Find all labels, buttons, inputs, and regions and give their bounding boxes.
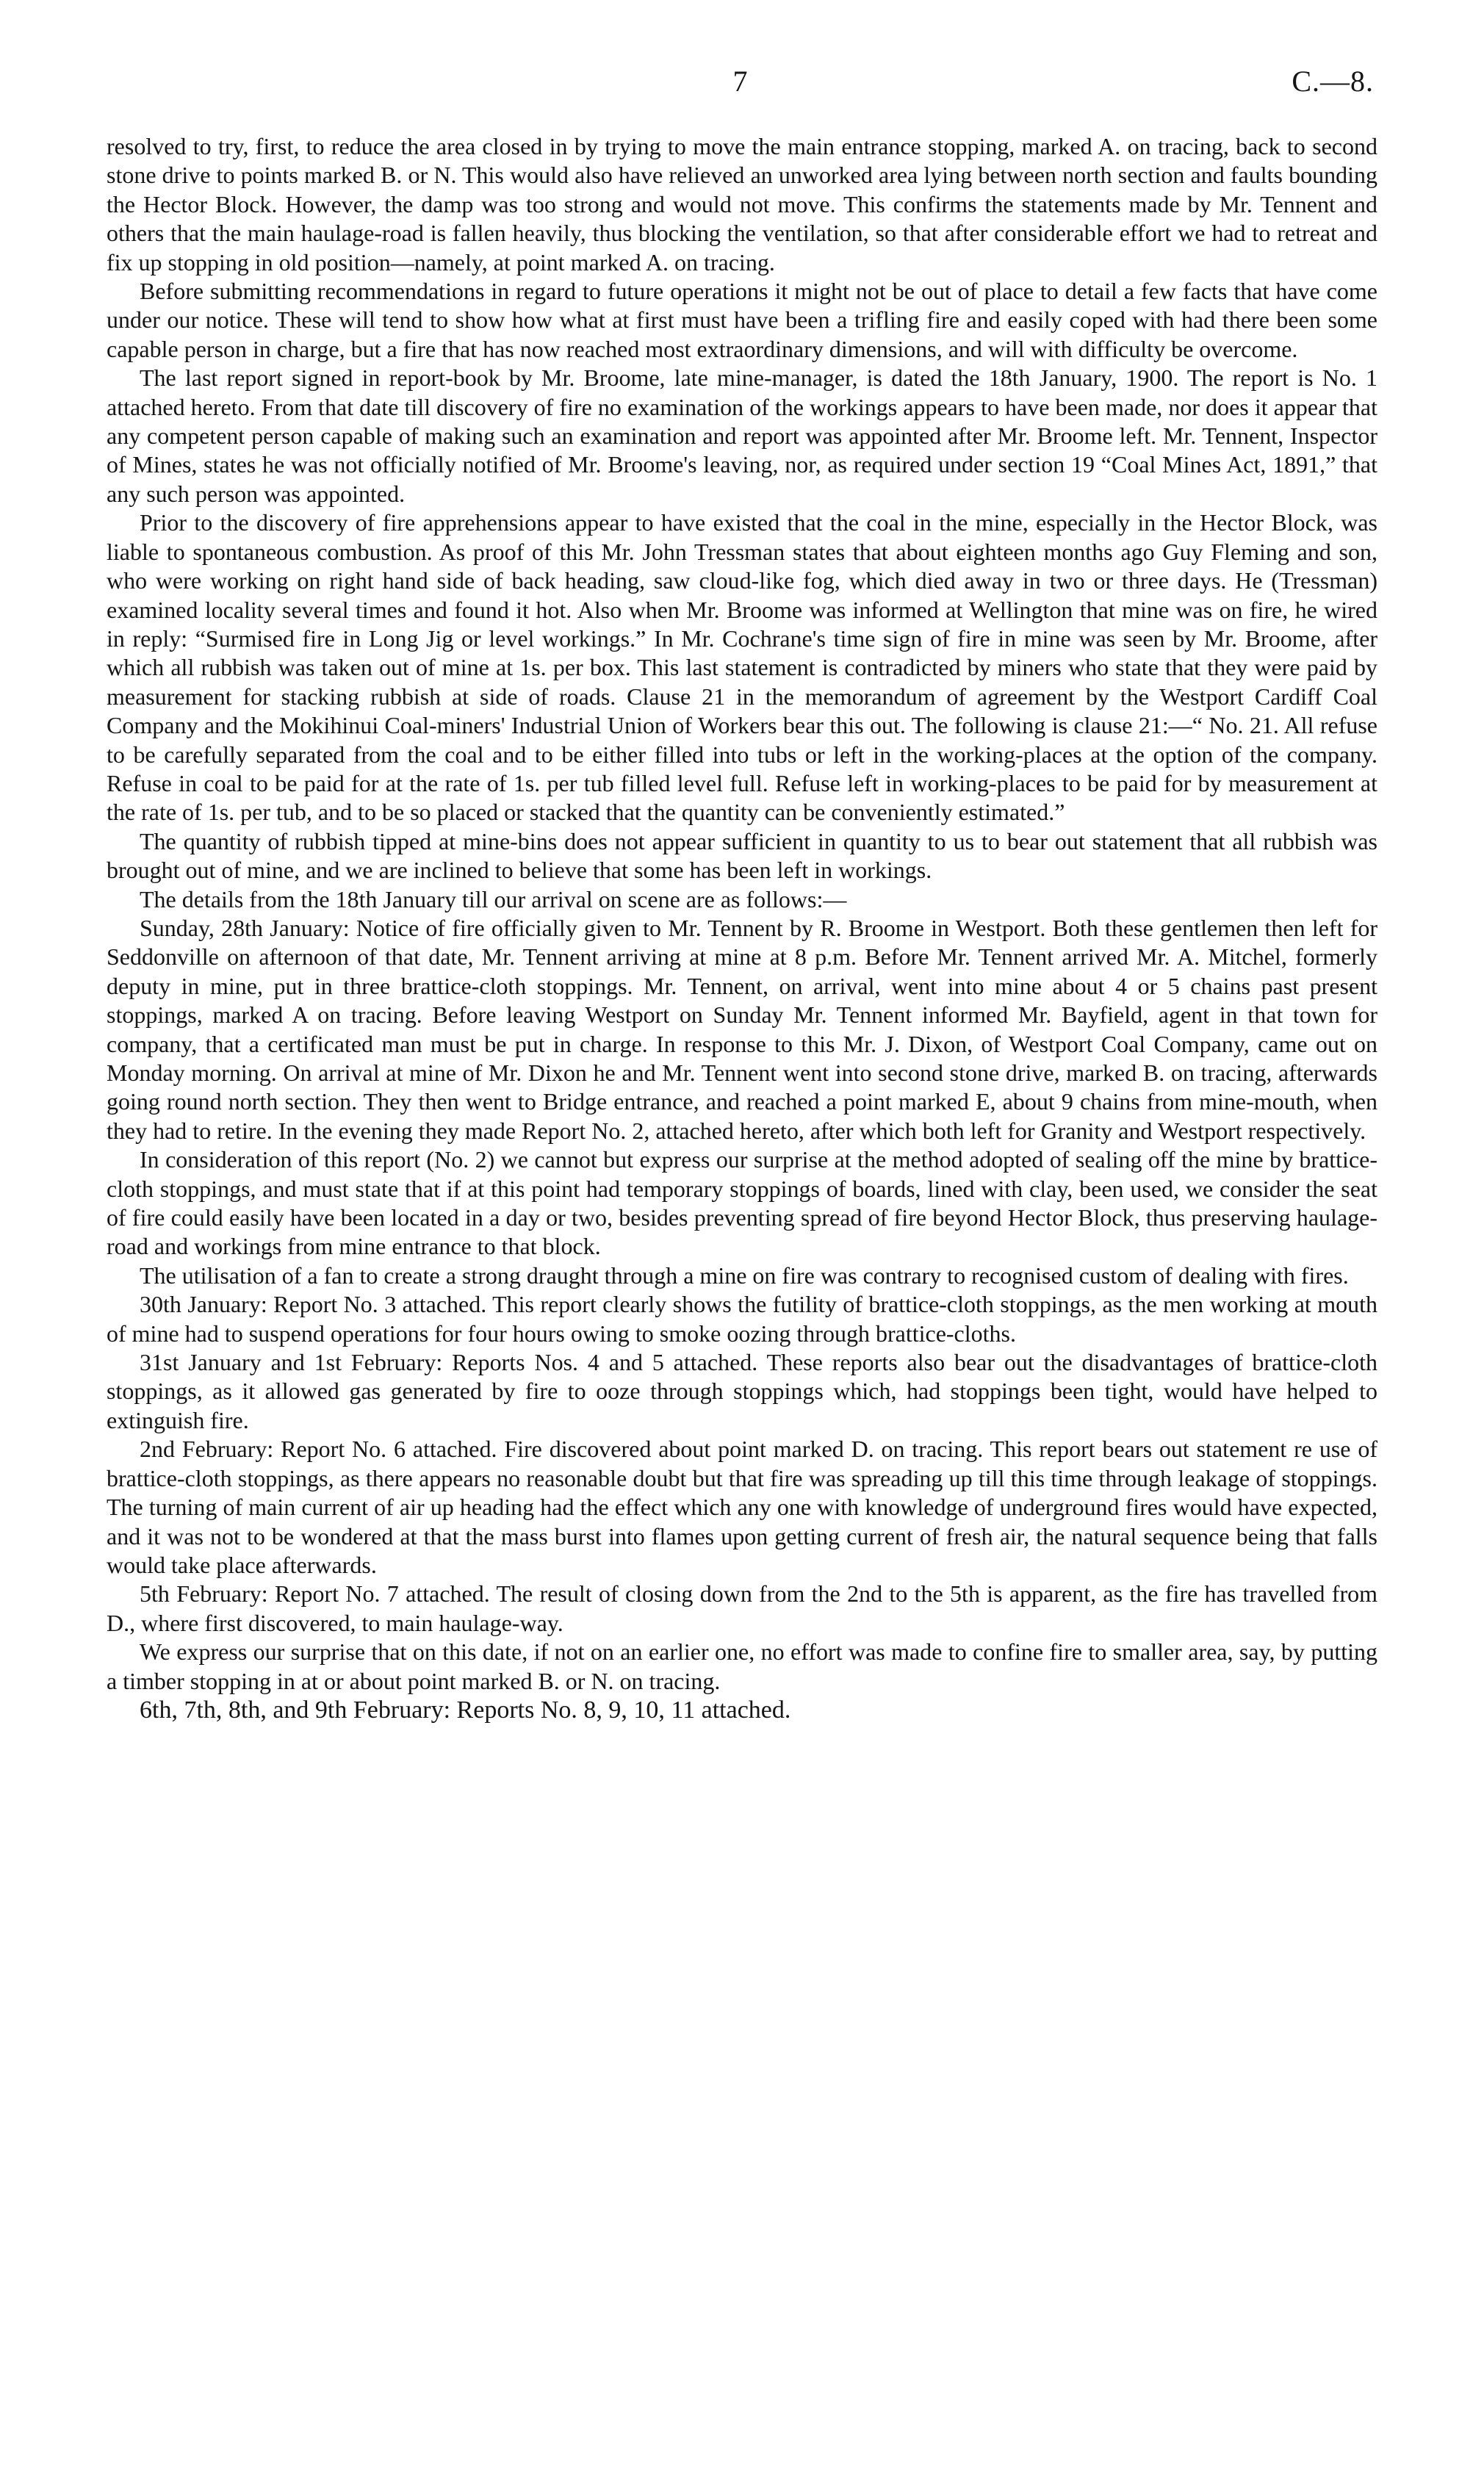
document-code: C.—8. — [1292, 65, 1374, 98]
paragraph: Before submitting recommendations in regard to future operations it might not be out of place to detail a few facts that have come under our notice. These will tend to show how what at first must have been a trifling fire and easily coped with had there been some capable person in charge, but a fire that has now reached most extraordinary dimensions, and will with difficulty be overcome. — [107, 278, 1377, 362]
paragraph: The utilisation of a fan to create a strong draught through a mine on fire was contrary to recognised custom of dealing with fires. — [140, 1261, 1349, 1289]
paragraph: 30th January: Report No. 3 attached. This report clearly shows the futility of brattice-cloth stoppings, as the men working at mouth of mine had to suspend operations for four hours owing to smoke oozing through brattice-cloths. — [107, 1291, 1377, 1347]
paragraph-continued: resolved to try, first, to reduce the area closed in by trying to move the main entrance stopping, marked A. on tracing, back to second stone drive to points marked B. or N. This would also have relieved an unworked area lying between north section and faults bounding the Hector Block. However, the damp was too strong and would not move. This confirms the statements made by Mr. Tennent and others that the main haulage-road is fallen heavily, thus blocking the ventilation, so that after considerable effort we had to retreat and fix up stopping in old position—namely, at point marked A. on tracing. — [107, 133, 1377, 276]
page-number: 7 — [732, 65, 748, 98]
page-header — [107, 63, 1374, 107]
paragraph: 2nd February: Report No. 6 attached. Fire discovered about point marked D. on tracing. This report bears out statement re use of brattice-cloth stoppings, as there appears no reasonable doubt but that fire was spreading up till this time through leakage of stoppings. The turning of main current of air up heading had the effect which any one with knowledge of underground fires would have expected, and it was not to be wondered at that the mass burst into flames upon getting current of fresh air, the natural sequence being that falls would take place afterwards. — [107, 1436, 1377, 1578]
report-body — [107, 132, 1377, 1724]
paragraph: The last report signed in report-book by Mr. Broome, late mine-manager, is dated the 18th January, 1900. The report is No. 1 attached hereto. From that date till discovery of fire no examination of the workings appears to have been made, nor does it appear that any competent person capable of making such an examination and report was appointed after Mr. Broome left. Mr. Tennent, Inspector of Mines, states he was not officially notified of Mr. Broome's leaving, nor, as required under section 19 “Coal Mines Act, 1891,” that any such person was appointed. — [107, 364, 1377, 507]
paragraph-reports-list: 6th, 7th, 8th, and 9th February: Reports No. 8, 9, 10, 11 attached. — [140, 1696, 791, 1724]
paragraph: In consideration of this report (No. 2) we cannot but express our surprise at the method adopted of sealing off the mine by brattice-cloth stoppings, and must state that if at this point had temporary stoppings of boards, lined with clay, been used, we consider the seat of fire could easily have been located in a day or two, besides preventing spread of fire beyond Hector Block, thus preserving haulage-road and workings from mine entrance to that block. — [107, 1146, 1377, 1260]
paragraph: Prior to the discovery of fire apprehensions appear to have existed that the coal in the mine, especially in the Hector Block, was liable to spontaneous combustion. As proof of this Mr. John Tressman states that about eighteen months ago Guy Fleming and son, who were working on right hand side of back heading, saw cloud-like fog, which died away in two or three days. He (Tressman) examined locality several times and found it hot. Also when Mr. Broome was informed at Wellington that mine was on fire, he wired in reply: “Surmised fire in Long Jig or level workings.” In Mr. Cochrane's time sign of fire in mine was seen by Mr. Broome, after which all rubbish was taken out of mine at 1s. per box. This last statement is contradicted by miners who state that they were paid by measurement for stacking rubbish at side of roads. Clause 21 in the memorandum of agreement by the Westport Cardiff Coal Company and the Mokihinui Coal-miners' Industrial Union of Workers bear this out. The following is clause 21:—“ No. 21. All refuse to be carefully separated from the coal and to be either filled into tubs or left in the working-places at the option of the company. Refuse in coal to be paid for at the rate of 1s. per tub filled level full. Refuse left in working-places to be paid for by measurement at the rate of 1s. per tub, and to be so placed or stacked that the quantity can be conveniently estimated.” — [107, 509, 1377, 826]
paragraph: 31st January and 1st February: Reports Nos. 4 and 5 attached. These reports also bear out the disadvantages of brattice-cloth stoppings, as it allowed gas generated by fire to ooze through stoppings which, had stoppings been tight, would have helped to extinguish fire. — [107, 1349, 1377, 1433]
paragraph: The quantity of rubbish tipped at mine-bins does not appear sufficient in quantity to us to bear out statement that all rubbish was brought out of mine, and we are inclined to believe that some has been left in workings. — [107, 827, 1377, 884]
paragraph: The details from the 18th January till our arrival on scene are as follows:— — [140, 885, 847, 912]
paragraph: Sunday, 28th January: Notice of fire officially given to Mr. Tennent by R. Broome in Westport. Both these gentlemen then left for Seddonville on afternoon of that date, Mr. Tennent arriving at mine at 8 p.m. Before Mr. Tennent arrived Mr. A. Mitchel, formerly deputy in mine, put in three brattice-cloth stoppings. Mr. Tennent, on arrival, went into mine about 4 or 5 chains past present stoppings, marked A on tracing. Before leaving Westport on Sunday Mr. Tennent informed Mr. Bayfield, agent in that town for company, that a certificated man must be put in charge. In response to this Mr. J. Dixon, of Westport Coal Company, came out on Monday morning. On arrival at mine of Mr. Dixon he and Mr. Tennent went into second stone drive, marked B. on tracing, afterwards going round north section. They then went to Bridge entrance, and reached a point marked E, about 9 chains from mine-mouth, when they had to retire. In the evening they made Report No. 2, attached hereto, after which both left for Granity and Westport respectively. — [107, 914, 1377, 1144]
paragraph: We express our surprise that on this date, if not on an earlier one, no effort was made to confine fire to smaller area, say, by putting a timber stopping in at or about point marked B. or N. on tracing. — [107, 1638, 1377, 1694]
paragraph: 5th February: Report No. 7 attached. The result of closing down from the 2nd to the 5th is apparent, as the fire has travelled from D., where first discovered, to main haulage-way. — [107, 1580, 1377, 1636]
